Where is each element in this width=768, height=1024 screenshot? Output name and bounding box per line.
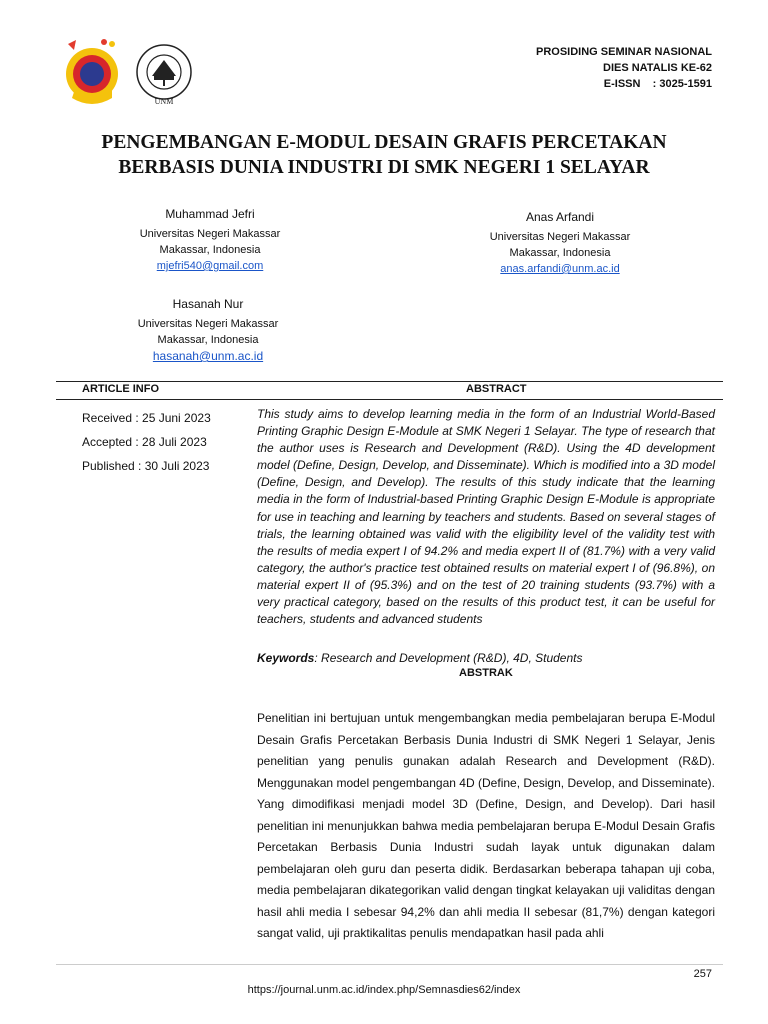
title-line-1: PENGEMBANGAN E-MODUL DESAIN GRAFIS PERCETAKAN xyxy=(101,132,667,153)
page-number: 257 xyxy=(693,968,712,980)
accepted-date: Accepted : 28 Juli 2023 xyxy=(82,435,207,449)
author-affiliation: Universitas Negeri Makassar xyxy=(139,228,281,240)
author-block-3 xyxy=(108,296,308,365)
author-block-2 xyxy=(460,209,660,277)
keywords-line xyxy=(257,651,582,665)
author-name: Anas Arfandi xyxy=(525,210,595,224)
author-block-1 xyxy=(110,206,310,274)
author-name: Hasanah Nur xyxy=(172,297,244,311)
author-affiliation: Universitas Negeri Makassar xyxy=(489,231,631,243)
footer-rule xyxy=(56,964,723,965)
unm-logo xyxy=(128,42,200,108)
header-line-1: PROSIDING SEMINAR NASIONAL xyxy=(535,46,712,58)
proceedings-header xyxy=(536,44,712,92)
keywords-label: Keywords xyxy=(257,651,315,665)
abstrak-text: Penelitian ini bertujuan untuk mengembangkan media pembelajaran berupa E-Modul Desain Grafis Percetakan Berbasis Dunia Industri di SMK Negeri 1 Selayar, Jenis penelitian yang penulis gunakan adalah Research and Development (R&D). Menggunakan model pengembangan 4D (Define, Design, Develop, and Disseminate). Yang dimodifikasi menjadi model 3D (Define, Design, and Develop). Dari hasil penelitian ini menunjukkan bahwa media pembelajaran berupa E-Modul Desain Grafis Percetakan Berbasis Dunia Industri sudah layak untuk digunakan dalam pembelajaran oleh guru dan peserta didik. Berdasarkan beberapa tahapan uji coba, media pembelajaran dikategorikan valid dengan tingkat kelayakan uji validitas dengan hasil ahli media I sebesar 94,2% dan ahli media II sebesar (81,7%) dengan kategori sangat valid, uji praktikalitas penulis mendapatkan hasil pada ahli xyxy=(257,711,715,940)
author-location: Makassar, Indonesia xyxy=(509,247,611,259)
title-line-2: BERBASIS DUNIA INDUSTRI DI SMK NEGERI 1 SELAYAR xyxy=(118,157,650,178)
author-email-link[interactable]: hasanah@unm.ac.id xyxy=(152,349,264,363)
author-name: Muhammad Jefri xyxy=(165,207,255,221)
header-rule xyxy=(56,399,723,400)
keywords-value: : Research and Development (R&D), 4D, Students xyxy=(314,651,583,665)
paper-title xyxy=(40,130,728,180)
header-issn: E-ISSN : 3025-1591 xyxy=(603,78,712,90)
abstract-heading: ABSTRACT xyxy=(466,383,527,395)
unm-logo-abbr: UNM xyxy=(154,97,174,106)
author-email-link[interactable]: anas.arfandi@unm.ac.id xyxy=(500,263,620,275)
author-location: Makassar, Indonesia xyxy=(159,244,261,256)
received-date: Received : 25 Juni 2023 xyxy=(82,411,211,425)
abstrak-heading: ABSTRAK xyxy=(459,667,513,679)
author-location: Makassar, Indonesia xyxy=(157,334,259,346)
journal-url[interactable]: https://journal.unm.ac.id/index.php/Semnasdies62/index xyxy=(247,984,521,996)
abstract-text: This study aims to develop learning media in the form of an Industrial World-Based Printing Graphic Design E-Module at SMK Negeri 1 Selayar. The type of research that the author uses is Research and Development (R&D). Using the 4D development model (Define, Design, Develop, and Disseminate). Which is modified into a 3D model (Define, Design, and Develop). The results of this study indicate that the learning media in the form of Industrial-based Printing Graphic Design E-Module is appropriate for use in teaching and learning by teachers and students. Based on several stages of trials, the learning obtained was valid with the eligibility level of the validity test with the results of media expert I of 94.2% and media expert II of (81.7%) with a very valid category, the author's practice test obtained results on material expert I of (96.8%), on material expert II of (95.3%) and on the test of 20 training students (93.7%) with a very practical category, based on the results of this product test, it can be useful for teachers, students and advanced students xyxy=(257,407,715,627)
top-rule xyxy=(56,381,723,382)
dies-natalis-logo xyxy=(60,30,122,108)
author-email-link[interactable]: mjefri540@gmail.com xyxy=(156,260,264,272)
published-date: Published : 30 Juli 2023 xyxy=(82,459,210,473)
header-line-2: DIES NATALIS KE-62 xyxy=(603,62,712,74)
author-affiliation: Universitas Negeri Makassar xyxy=(137,318,279,330)
article-info-heading: ARTICLE INFO xyxy=(82,383,159,395)
article-info-dates xyxy=(82,406,211,478)
